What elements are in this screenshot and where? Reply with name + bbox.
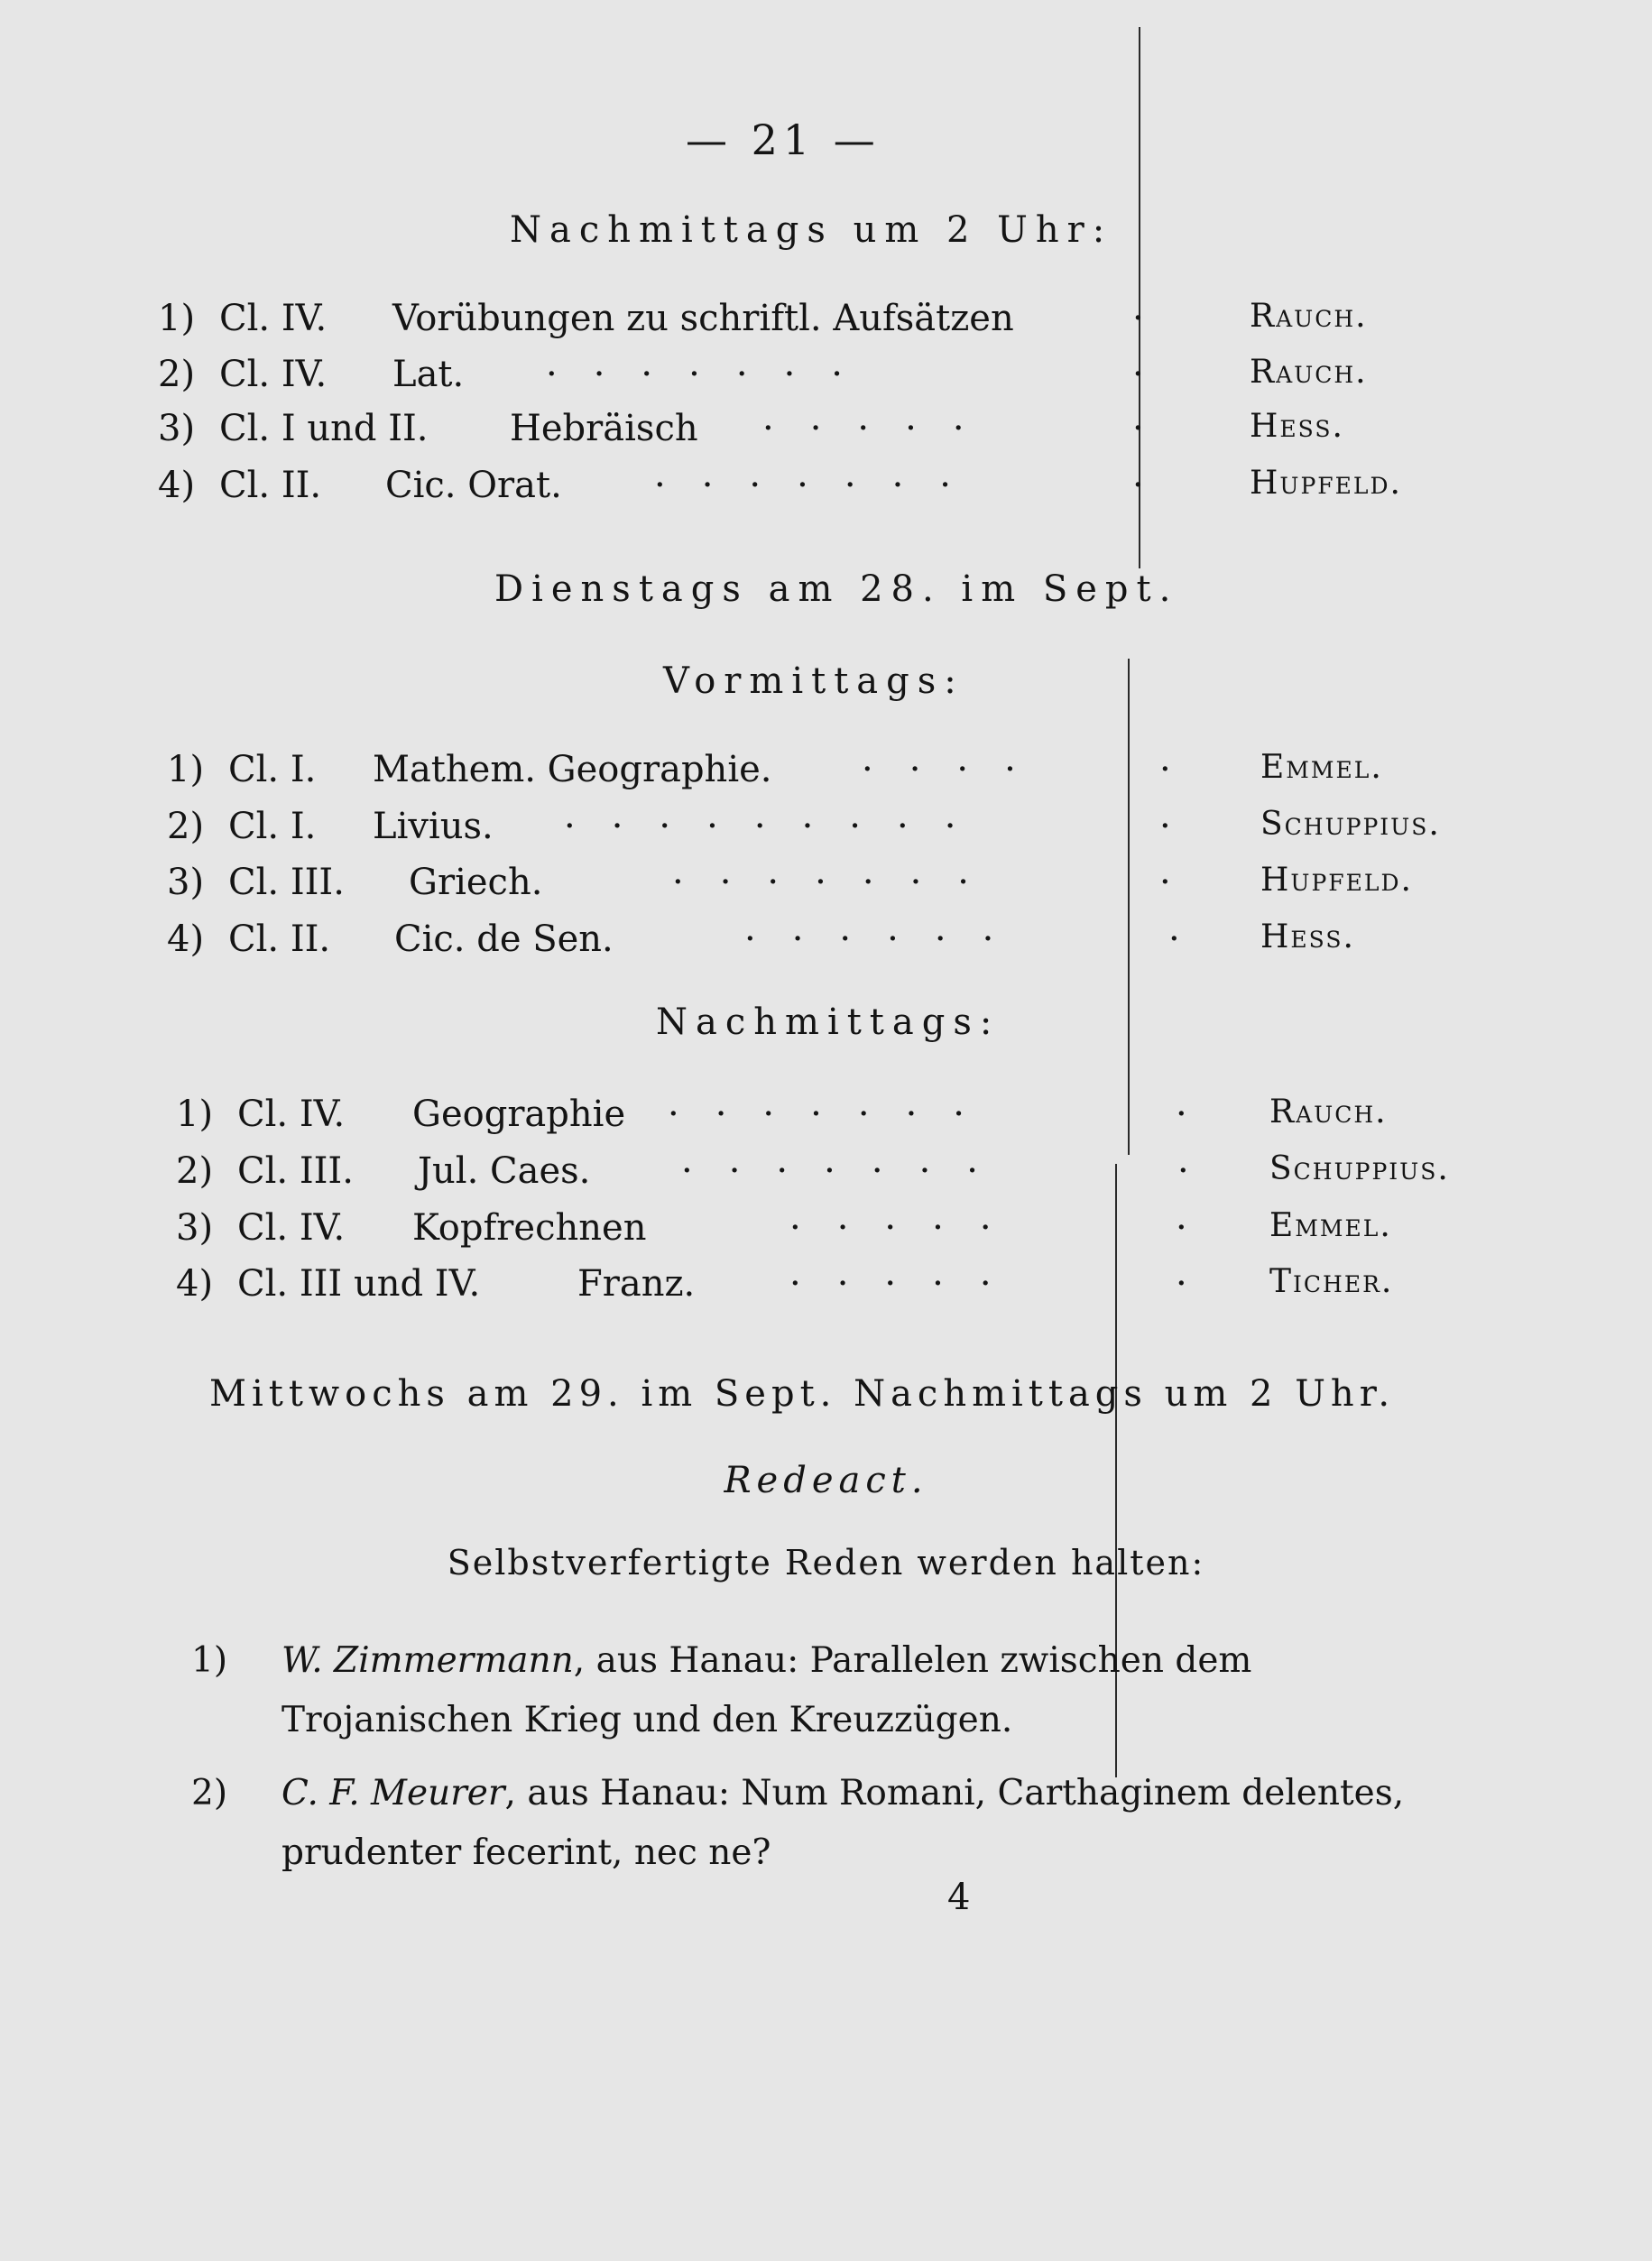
leader-dots: · [1176, 1263, 1223, 1305]
schedule-row [176, 1263, 1475, 1314]
class-label: Cl. I. [228, 749, 317, 790]
leader-dots: · [1176, 1207, 1223, 1249]
section-heading: Nachmittags um 2 Uhr: [510, 209, 1113, 251]
teacher: Rauch. [1269, 1094, 1388, 1130]
leader-dots: · [1132, 354, 1180, 395]
teacher: Hess. [1260, 918, 1355, 955]
leader-dots: · [1176, 1094, 1223, 1135]
teacher: Hess. [1250, 408, 1344, 445]
signature-mark: 4 [947, 1877, 971, 1918]
leader-dots: · [1159, 862, 1207, 903]
leader-dots: ······· [654, 465, 988, 506]
subject: Kopfrechnen [412, 1207, 647, 1249]
teacher: Hupfeld. [1250, 465, 1402, 502]
schedule-row [167, 862, 1466, 912]
teacher: Emmel. [1260, 749, 1383, 786]
row-number: 1) [176, 1094, 214, 1135]
subject: Livius. [373, 806, 494, 847]
leader-dots: · [1159, 806, 1207, 847]
leader-dots: ······· [681, 1150, 1015, 1192]
row-number: 2) [176, 1150, 214, 1192]
leader-dots: · [1132, 408, 1180, 449]
day-heading: Dienstags am 28. im Sept. [494, 568, 1179, 610]
subject: Franz. [577, 1263, 696, 1305]
leader-dots: · [1168, 918, 1216, 960]
row-number: 4) [167, 918, 205, 960]
subject: Griech. [409, 862, 543, 903]
session-heading: Vormittags: [663, 660, 964, 702]
row-number: 3) [158, 408, 196, 449]
schedule-row [167, 749, 1466, 799]
row-number: 4) [158, 465, 196, 506]
leader-dots: ····· [762, 408, 1001, 449]
leader-dots: · [1159, 749, 1207, 790]
teacher: Ticher. [1269, 1263, 1394, 1300]
class-label: Cl. IV. [237, 1207, 346, 1249]
class-label: Cl. II. [228, 918, 331, 960]
speech-number: 1) [191, 1640, 228, 1681]
row-number: 2) [158, 354, 196, 395]
row-number: 4) [176, 1263, 214, 1305]
subject: Mathem. Geographie. [373, 749, 772, 790]
schedule-row [167, 806, 1466, 856]
page-number: — 21 — [686, 115, 881, 164]
leader-dots: · [1132, 298, 1180, 339]
class-label: Cl. I und II. [219, 408, 429, 449]
speech-item [191, 1764, 1490, 1883]
day-heading: Mittwochs am 29. im Sept. Nachmittags um 2 Uhr. [209, 1373, 1396, 1415]
class-label: Cl. IV. [219, 354, 328, 395]
speaker-name: W. Zimmermann [281, 1640, 574, 1681]
leader-dots: ····· [789, 1263, 1028, 1305]
row-number: 1) [158, 298, 196, 339]
class-label: Cl. III. [228, 862, 345, 903]
row-number: 2) [167, 806, 205, 847]
subject: Jul. Caes. [418, 1150, 591, 1192]
leader-dots: ····· [789, 1207, 1028, 1249]
schedule-row [167, 918, 1466, 969]
speaker-name: C. F. Meurer [281, 1773, 505, 1813]
speeches-intro: Selbstverfertigte Reden werden halten: [447, 1543, 1205, 1583]
leader-dots: ······· [668, 1094, 1001, 1135]
redeact-title: Redeact. [724, 1460, 928, 1501]
subject: Hebräisch [510, 408, 698, 449]
class-label: Cl. IV. [237, 1094, 346, 1135]
speech-topic: , aus Hanau: Num Romani, Carthaginem delentes, prudenter fecerint, nec ne? [281, 1773, 1405, 1873]
teacher: Hupfeld. [1260, 862, 1413, 899]
schedule-row [158, 465, 1457, 515]
subject: Lat. [392, 354, 465, 395]
teacher: Rauch. [1250, 298, 1368, 335]
row-number: 3) [176, 1207, 214, 1249]
subject: Cic. Orat. [385, 465, 562, 506]
row-number: 1) [167, 749, 205, 790]
leader-dots: · [1132, 465, 1180, 506]
leader-dots: ······· [672, 862, 1006, 903]
schedule-row [176, 1150, 1475, 1201]
leader-dots: ···· [862, 749, 1052, 790]
schedule-row [158, 408, 1457, 458]
subject: Geographie [412, 1094, 626, 1135]
class-label: Cl. II. [219, 465, 322, 506]
class-label: Cl. III und IV. [237, 1263, 481, 1305]
class-label: Cl. III. [237, 1150, 354, 1192]
leader-dots: ······ [744, 918, 1030, 960]
class-label: Cl. IV. [219, 298, 328, 339]
teacher: Schuppius. [1260, 806, 1441, 843]
teacher: Schuppius. [1269, 1150, 1450, 1187]
schedule-row [158, 298, 1457, 348]
subject: Cic. de Sen. [394, 918, 614, 960]
leader-dots: · [1177, 1150, 1225, 1192]
speech-number: 2) [191, 1773, 228, 1813]
schedule-row [176, 1094, 1475, 1144]
session-heading: Nachmittags: [656, 1001, 1001, 1043]
class-label: Cl. I. [228, 806, 317, 847]
teacher: Emmel. [1269, 1207, 1392, 1244]
teacher: Rauch. [1250, 354, 1368, 391]
schedule-row [158, 354, 1457, 404]
leader-dots: ········· [564, 806, 992, 847]
leader-dots: ······· [546, 354, 880, 395]
schedule-row [176, 1207, 1475, 1258]
speech-topic: , aus Hanau: Parallelen zwischen dem Trojanischen Krieg und den Kreuzzügen. [281, 1640, 1252, 1740]
speech-item [191, 1631, 1490, 1750]
row-number: 3) [167, 862, 205, 903]
subject: Vorübungen zu schriftl. Aufsätzen [392, 298, 1014, 339]
